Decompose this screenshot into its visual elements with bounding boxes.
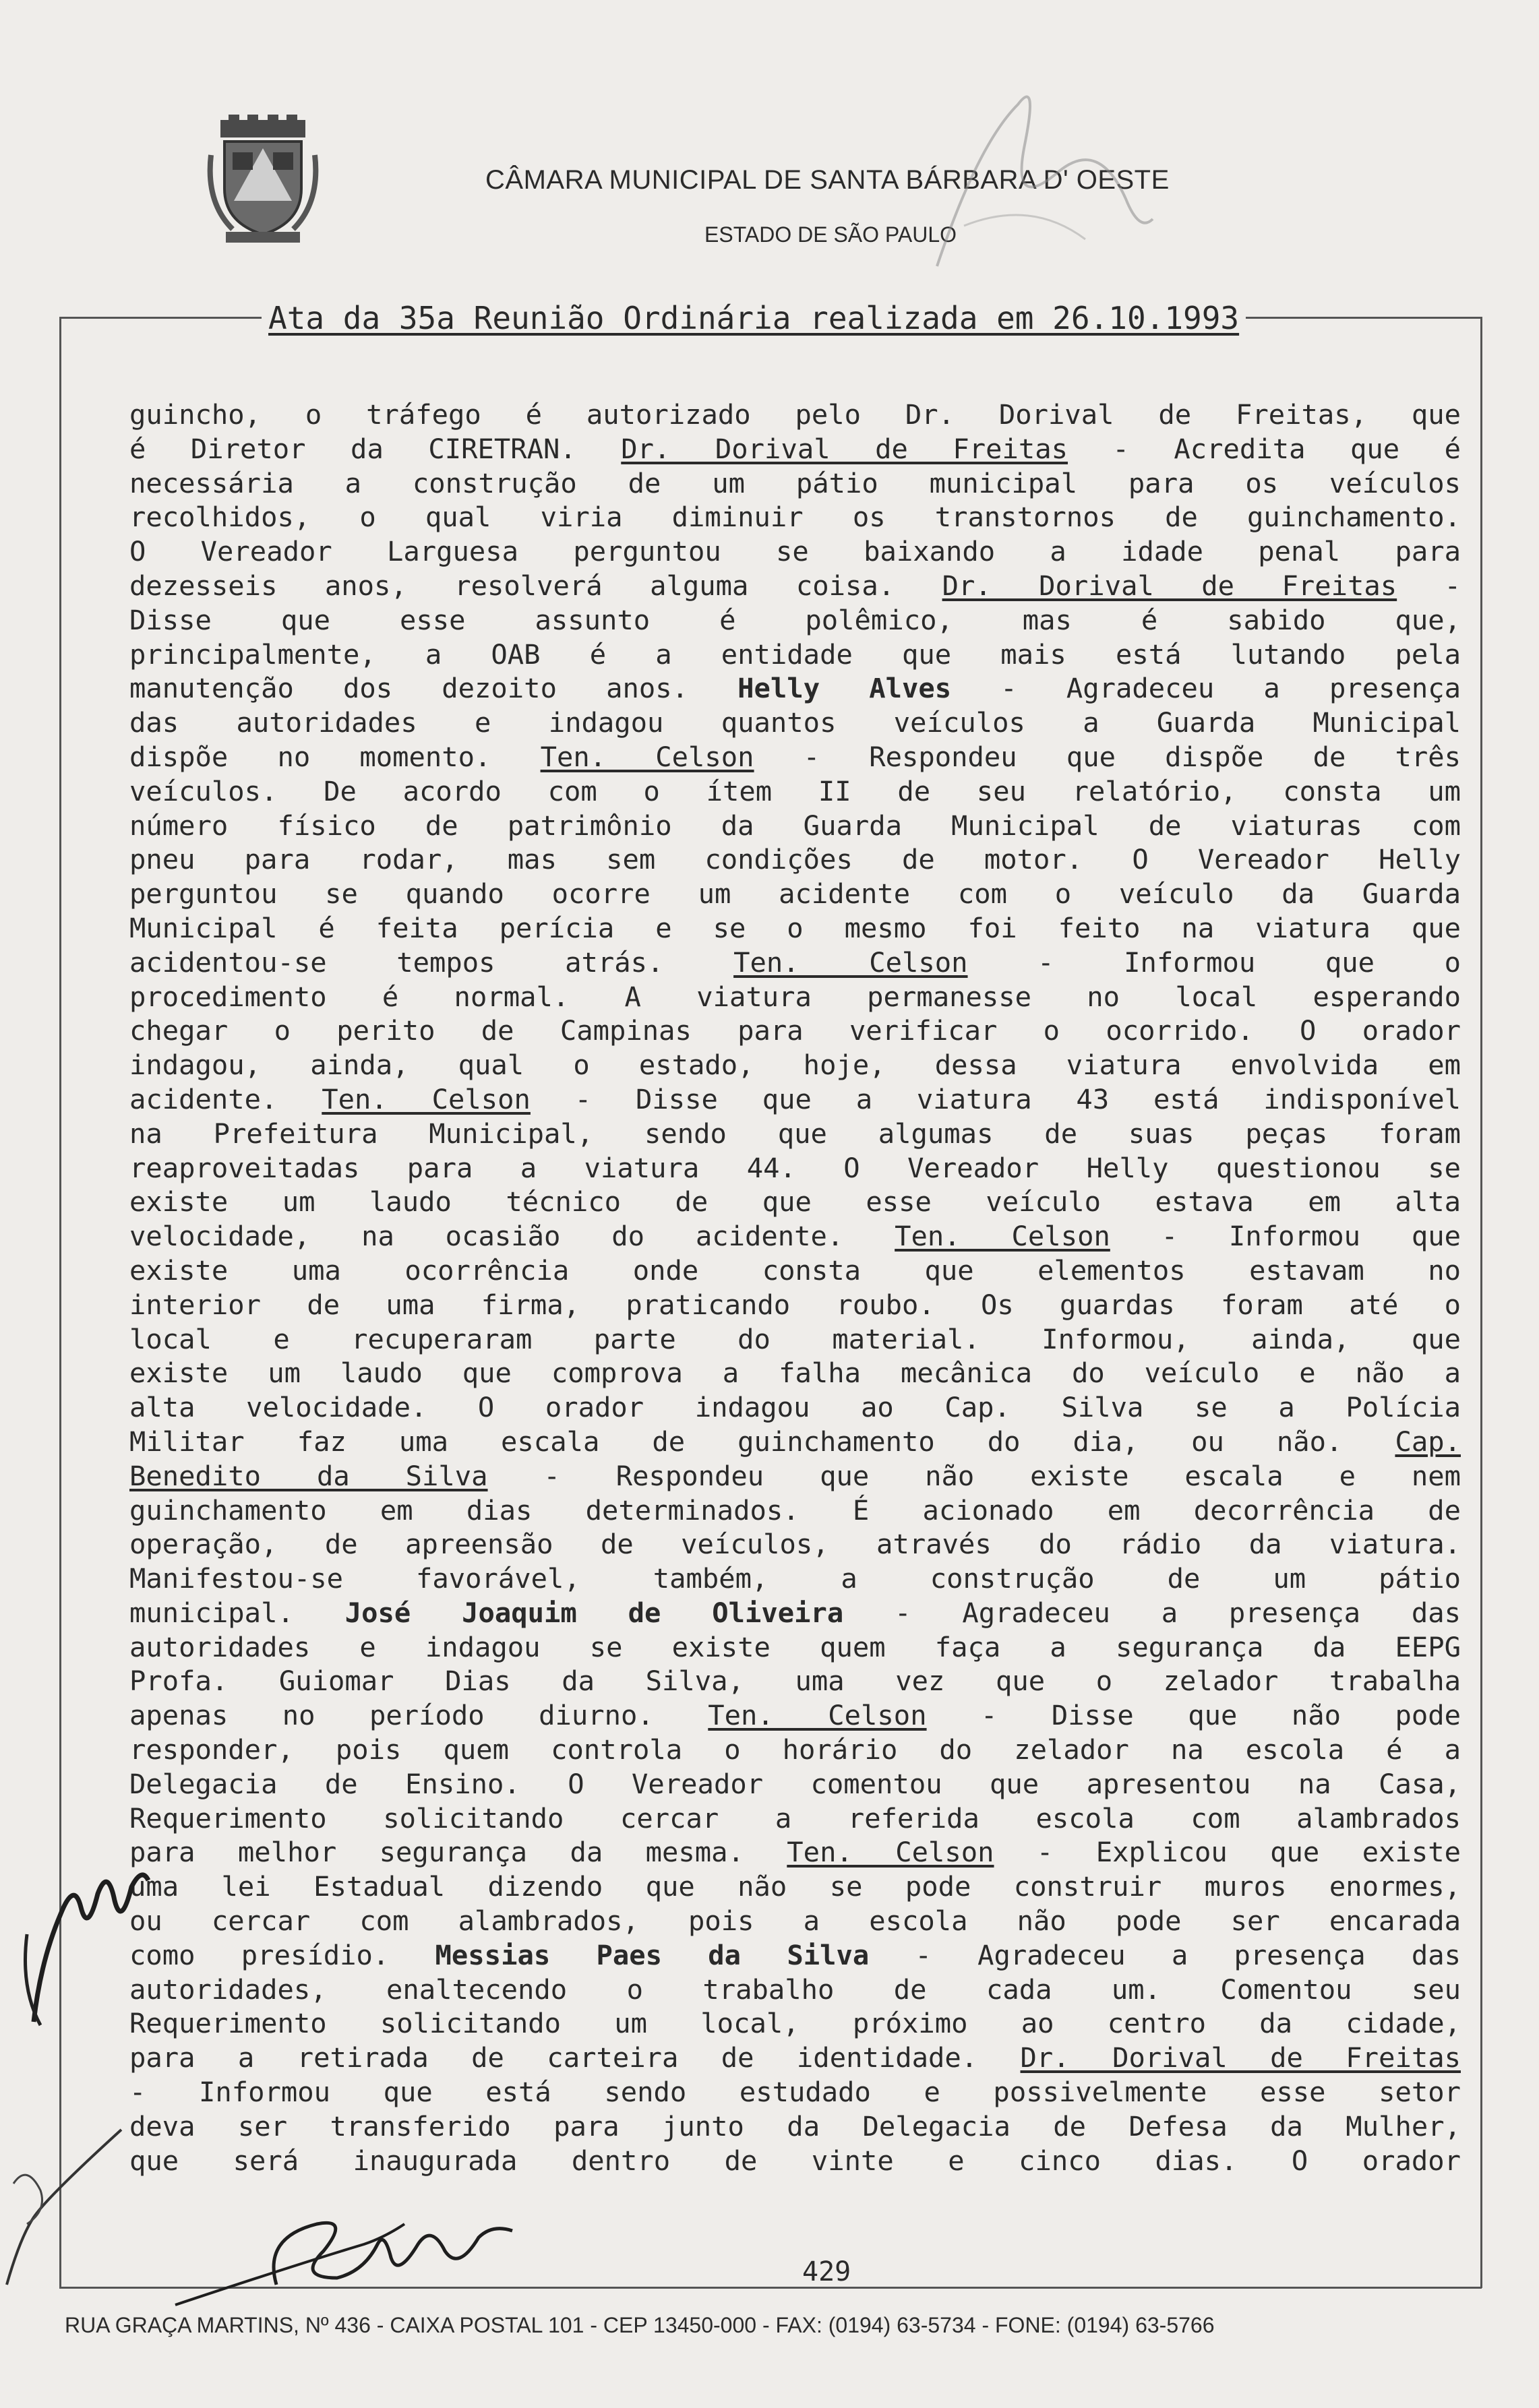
speaker-name-underlined: Cap.: [1395, 1425, 1461, 1458]
text-segment: recolhidos, o qual viria diminuir os transtornos de guinchamento.: [129, 501, 1461, 534]
text-segment: é Diretor da CIRETRAN.: [129, 432, 622, 465]
speaker-name-underlined: Dr. Dorival de Freitas: [942, 569, 1397, 602]
text-line: [129, 774, 1461, 809]
text-segment: Municipal é feita perícia e se o mesmo foi feito na viatura que: [129, 911, 1461, 944]
text-line: [129, 1048, 1461, 1082]
text-segment: - Disse que não pode: [926, 1699, 1461, 1732]
speaker-name-underlined: Dr. Dorival de Freitas: [621, 432, 1068, 465]
handwritten-signature-bottom: [162, 2197, 539, 2318]
text-line: [129, 1254, 1461, 1288]
text-segment: - Agradeceu a presença das: [869, 1938, 1461, 1971]
text-segment: municipal.: [129, 1596, 345, 1629]
speaker-name-underlined: Ten. Celson: [322, 1082, 531, 1115]
text-line: [129, 809, 1461, 843]
text-segment: pneu para rodar, mas sem condições de motor. O Vereador Helly: [129, 843, 1461, 876]
text-segment: autoridades e indagou se existe quem faça a segurança da EEPG: [129, 1630, 1461, 1663]
text-segment: uma lei Estadual dizendo que não se pode construir muros enormes,: [129, 1870, 1461, 1903]
text-line: [129, 398, 1461, 432]
minutes-body-text: [129, 398, 1461, 2178]
text-segment: acidente.: [129, 1082, 322, 1115]
text-segment: - Explicou que existe: [994, 1836, 1461, 1869]
text-line: [129, 1425, 1461, 1459]
text-line: [129, 946, 1461, 980]
text-line: [129, 1527, 1461, 1562]
text-segment: guinchamento em dias determinados. É acionado em decorrência de: [129, 1493, 1461, 1526]
text-segment: - Informou que está sendo estudado e possivelmente esse setor: [129, 2076, 1461, 2109]
text-segment: veículos. De acordo com o ítem II de seu relatório, consta um: [129, 774, 1461, 807]
text-segment: reaproveitadas para a viatura 44. O Vereador Helly questionou se: [129, 1151, 1461, 1184]
text-segment: manutenção dos dezoito anos.: [129, 672, 738, 705]
text-segment: como presídio.: [129, 1938, 435, 1971]
speaker-name-underlined: Dr. Dorival de Freitas: [1020, 2041, 1461, 2074]
text-segment: - Disse que a viatura 43 está indisponível: [530, 1082, 1461, 1115]
text-line: [129, 569, 1461, 603]
text-segment: - Informou que o: [967, 946, 1461, 979]
text-segment: - Respondeu que dispõe de três: [754, 740, 1461, 773]
frame-right-rule: [1480, 317, 1482, 2288]
text-segment: que será inaugurada dentro de vinte e cinco dias. O orador: [129, 2144, 1461, 2177]
text-line: [129, 1322, 1461, 1357]
text-segment: dezesseis anos, resolverá alguma coisa.: [129, 569, 942, 602]
text-line: [129, 1870, 1461, 1904]
text-segment: responder, pois quem controla o horário do zelador na escola é a: [129, 1733, 1461, 1766]
text-segment: Requerimento solicitando um local, próximo ao centro da cidade,: [129, 2007, 1461, 2040]
text-segment: para melhor segurança da mesma.: [129, 1836, 787, 1869]
text-line: [129, 2109, 1461, 2144]
text-segment: chegar o perito de Campinas para verificar o ocorrido. O orador: [129, 1014, 1461, 1047]
document-title: Ata da 35a Reunião Ordinária realizada em 26.10.1993: [262, 300, 1246, 336]
text-line: [129, 603, 1461, 638]
text-line: [129, 432, 1461, 466]
text-segment: velocidade, na ocasião do acidente.: [129, 1220, 895, 1253]
text-line: [129, 911, 1461, 946]
text-segment: para a retirada de carteira de identidade.: [129, 2041, 1021, 2074]
text-segment: - Agradeceu a presença das: [843, 1596, 1461, 1629]
page-number: 429: [802, 2256, 851, 2287]
text-line: [129, 980, 1461, 1014]
text-line: [129, 1596, 1461, 1630]
text-line: [129, 1767, 1461, 1801]
speaker-name-underlined: Benedito da Silva: [129, 1459, 488, 1492]
text-line: [129, 638, 1461, 672]
text-segment: -: [1397, 569, 1461, 602]
text-line: [129, 1014, 1461, 1048]
text-line: [129, 1356, 1461, 1390]
text-segment: interior de uma firma, praticando roubo. Os guardas foram até o: [129, 1288, 1461, 1321]
text-line: [129, 1938, 1461, 1973]
text-segment: Delegacia de Ensino. O Vereador comentou que apresentou na Casa,: [129, 1767, 1461, 1800]
text-line: [129, 1185, 1461, 1219]
organization-name: CÂMARA MUNICIPAL DE SANTA BÁRBARA D' OESTE: [485, 165, 1170, 195]
text-line: [129, 1562, 1461, 1596]
text-line: [129, 1698, 1461, 1733]
text-segment: deva ser transferido para junto da Delegacia de Defesa da Mulher,: [129, 2109, 1461, 2142]
text-segment: Militar faz uma escala de guinchamento do dia, ou não.: [129, 1425, 1395, 1458]
text-line: [129, 1390, 1461, 1425]
municipal-crest-icon: [206, 115, 320, 246]
text-segment: - Agradeceu a presença: [951, 672, 1461, 705]
text-segment: necessária a construção de um pátio municipal para os veículos: [129, 466, 1461, 499]
text-line: [129, 1219, 1461, 1254]
speaker-name-underlined: Ten. Celson: [540, 740, 754, 773]
speaker-name-bold: José Joaquim de Oliveira: [344, 1596, 844, 1629]
text-segment: indagou, ainda, qual o estado, hoje, dessa viatura envolvida em: [129, 1049, 1461, 1082]
text-segment: Disse que esse assunto é polêmico, mas é sabido que,: [129, 603, 1461, 636]
text-line: [129, 842, 1461, 877]
text-segment: Requerimento solicitando cercar a referida escola com alambrados: [129, 1801, 1461, 1834]
text-segment: dispõe no momento.: [129, 740, 541, 773]
text-segment: das autoridades e indagou quantos veículos a Guarda Municipal: [129, 706, 1461, 739]
text-line: [129, 2006, 1461, 2041]
text-segment: operação, de apreensão de veículos, através do rádio da viatura.: [129, 1528, 1461, 1561]
text-segment: autoridades, enaltecendo o trabalho de cada um. Comentou seu: [129, 1973, 1461, 2006]
handwritten-mark-left-bottom: [0, 2082, 135, 2298]
text-line: [129, 2041, 1461, 2075]
text-segment: alta velocidade. O orador indagou ao Cap. Silva se a Polícia: [129, 1391, 1461, 1424]
text-line: [129, 1493, 1461, 1528]
text-line: [129, 2075, 1461, 2109]
text-segment: apenas no período diurno.: [129, 1699, 708, 1732]
speaker-name-underlined: Ten. Celson: [708, 1699, 927, 1732]
text-segment: número físico de patrimônio da Guarda Municipal de viaturas com: [129, 809, 1461, 842]
text-line: [129, 1151, 1461, 1185]
text-segment: ou cercar com alambrados, pois a escola não pode ser encarada: [129, 1905, 1461, 1938]
text-segment: existe um laudo técnico de que esse veículo estava em alta: [129, 1185, 1461, 1218]
text-segment: guincho, o tráfego é autorizado pelo Dr. Dorival de Freitas, que: [129, 398, 1461, 431]
frame-left-rule: [59, 317, 61, 2288]
footer-address: RUA GRAÇA MARTINS, Nº 436 - CAIXA POSTAL 101 - CEP 13450-000 - FAX: (0194) 63-5734 - FONE: (0194) 63-5766: [65, 2313, 1215, 2337]
text-segment: acidentou-se tempos atrás.: [129, 946, 734, 979]
text-segment: Manifestou-se favorável, também, a construção de um pátio: [129, 1562, 1461, 1595]
text-line: [129, 1904, 1461, 1938]
text-line: [129, 1082, 1461, 1117]
text-segment: procedimento é normal. A viatura permanesse no local esperando: [129, 980, 1461, 1013]
text-line: [129, 1117, 1461, 1151]
text-segment: - Informou que: [1110, 1220, 1461, 1253]
text-segment: existe uma ocorrência onde consta que elementos estavam no: [129, 1254, 1461, 1287]
text-line: [129, 1835, 1461, 1870]
text-line: [129, 1801, 1461, 1836]
text-line: [129, 1973, 1461, 2007]
speaker-name-bold: Messias Paes da Silva: [435, 1938, 870, 1971]
text-line: [129, 740, 1461, 774]
text-line: [129, 1630, 1461, 1665]
text-line: [129, 2144, 1461, 2178]
organization-state: ESTADO DE SÃO PAULO: [704, 222, 957, 247]
text-line: [129, 877, 1461, 911]
text-segment: local e recuperaram parte do material. Informou, ainda, que: [129, 1322, 1461, 1355]
speaker-name-underlined: Ten. Celson: [733, 946, 968, 979]
text-segment: na Prefeitura Municipal, sendo que algumas de suas peças foram: [129, 1117, 1461, 1150]
text-segment: Profa. Guiomar Dias da Silva, uma vez que o zelador trabalha: [129, 1665, 1461, 1698]
text-line: [129, 1733, 1461, 1767]
text-line: [129, 500, 1461, 534]
text-line: [129, 1664, 1461, 1698]
text-segment: perguntou se quando ocorre um acidente com o veículo da Guarda: [129, 877, 1461, 910]
text-segment: existe um laudo que comprova a falha mecânica do veículo e não a: [129, 1357, 1461, 1390]
text-line: [129, 706, 1461, 740]
text-line: [129, 466, 1461, 501]
text-segment: - Acredita que é: [1068, 432, 1461, 465]
text-line: [129, 1288, 1461, 1322]
speaker-name-underlined: Ten. Celson: [895, 1220, 1110, 1253]
text-line: [129, 1459, 1461, 1493]
speaker-name-bold: Helly Alves: [737, 672, 952, 705]
text-segment: O Vereador Larguesa perguntou se baixando a idade penal para: [129, 535, 1461, 568]
frame-bottom-rule: [59, 2287, 1482, 2289]
text-segment: principalmente, a OAB é a entidade que mais está lutando pela: [129, 638, 1461, 671]
text-line: [129, 534, 1461, 569]
text-line: [129, 671, 1461, 706]
speaker-name-underlined: Ten. Celson: [787, 1836, 994, 1869]
text-segment: - Respondeu que não existe escala e nem: [487, 1459, 1461, 1492]
